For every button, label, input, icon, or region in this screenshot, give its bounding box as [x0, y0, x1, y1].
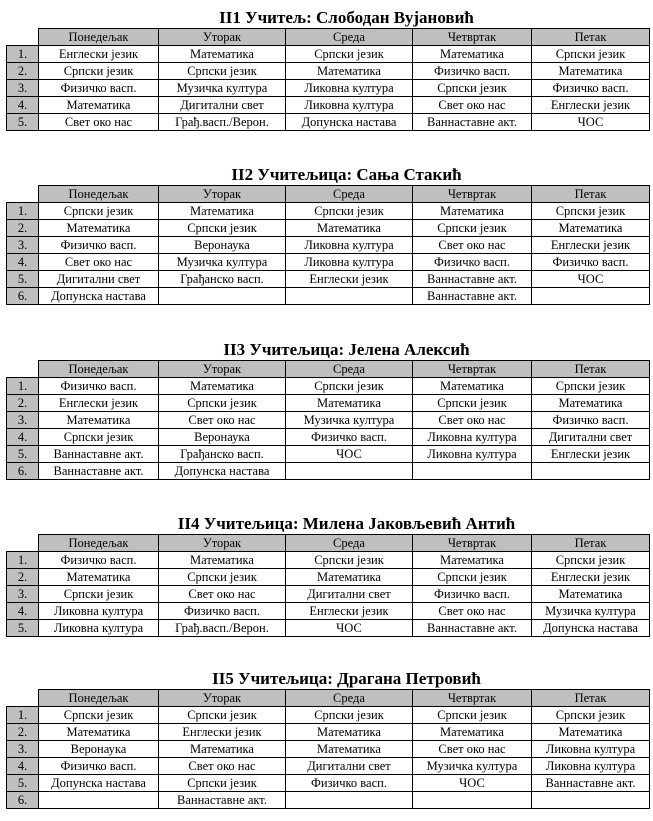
subject-cell: Дигитални свет	[159, 97, 286, 114]
day-header-row	[7, 186, 650, 203]
subject-cell: Веронаука	[159, 237, 286, 254]
subject-cell: Математика	[39, 220, 159, 237]
day-header: Понедељак	[39, 29, 159, 46]
subject-cell: Ваннаставне акт.	[413, 114, 532, 131]
period-number: 4.	[7, 254, 39, 271]
subject-cell: Свет око нас	[413, 603, 532, 620]
subject-cell: Свет око нас	[413, 237, 532, 254]
subject-cell: Физичко васп.	[39, 758, 159, 775]
subject-cell: Свет око нас	[159, 758, 286, 775]
table-row	[7, 724, 650, 741]
day-header: Понедељак	[39, 361, 159, 378]
table-row	[7, 792, 650, 809]
subject-cell: Српски језик	[413, 220, 532, 237]
subject-cell: Математика	[286, 724, 413, 741]
subject-cell	[286, 792, 413, 809]
subject-cell: Математика	[286, 569, 413, 586]
subject-cell: Физичко васп.	[286, 429, 413, 446]
subject-cell: Свет око нас	[159, 412, 286, 429]
subject-cell: Музичка култура	[286, 412, 413, 429]
period-number: 4.	[7, 429, 39, 446]
subject-cell: Српски језик	[286, 203, 413, 220]
subject-cell: Ваннаставне акт.	[413, 271, 532, 288]
subject-cell: Ликовна култура	[39, 620, 159, 637]
table-row	[7, 429, 650, 446]
day-header: Среда	[286, 690, 413, 707]
subject-cell: Свет око нас	[159, 586, 286, 603]
subject-cell	[286, 288, 413, 305]
period-number: 4.	[7, 758, 39, 775]
subject-cell: Српски језик	[159, 63, 286, 80]
table-row	[7, 46, 650, 63]
subject-cell: Српски језик	[532, 203, 650, 220]
period-number: 3.	[7, 586, 39, 603]
day-header: Петак	[532, 361, 650, 378]
table-row	[7, 552, 650, 569]
subject-cell: Математика	[532, 724, 650, 741]
subject-cell: Математика	[159, 378, 286, 395]
day-header: Четвртак	[413, 29, 532, 46]
subject-cell	[532, 792, 650, 809]
subject-cell: Математика	[413, 203, 532, 220]
period-number: 6.	[7, 288, 39, 305]
table-row	[7, 741, 650, 758]
subject-cell: Српски језик	[532, 707, 650, 724]
subject-cell: Енглески језик	[532, 446, 650, 463]
subject-cell: Музичка култура	[159, 254, 286, 271]
day-header: Уторак	[159, 690, 286, 707]
table-row	[7, 63, 650, 80]
subject-cell: Српски језик	[286, 46, 413, 63]
period-number: 6.	[7, 463, 39, 480]
subject-cell: Математика	[532, 63, 650, 80]
period-number: 1.	[7, 378, 39, 395]
subject-cell: Физичко васп.	[413, 586, 532, 603]
period-number: 4.	[7, 97, 39, 114]
subject-cell: Математика	[39, 569, 159, 586]
class-title: II4 Учитељица: Милена Јаковљевић Антић	[177, 514, 516, 533]
subject-cell: Физичко васп.	[532, 412, 650, 429]
subject-cell: Математика	[39, 724, 159, 741]
subject-cell: Дигитални свет	[532, 429, 650, 446]
subject-cell: Математика	[413, 378, 532, 395]
subject-cell: Српски језик	[532, 552, 650, 569]
table-row	[7, 254, 650, 271]
subject-cell: Дигитални свет	[39, 271, 159, 288]
subject-cell: Математика	[159, 46, 286, 63]
corner-cell	[7, 186, 39, 203]
subject-cell: Српски језик	[286, 707, 413, 724]
subject-cell: Ваннаставне акт.	[39, 446, 159, 463]
subject-cell: Математика	[413, 46, 532, 63]
subject-cell: Ваннаставне акт.	[413, 620, 532, 637]
table-row	[7, 80, 650, 97]
subject-cell: Ликовна култура	[286, 237, 413, 254]
table-row	[7, 114, 650, 131]
subject-cell: Грађанско васп.	[159, 446, 286, 463]
corner-cell	[7, 690, 39, 707]
subject-cell: Ликовна култура	[532, 758, 650, 775]
subject-cell: Дигитални свет	[286, 586, 413, 603]
subject-cell: Математика	[286, 220, 413, 237]
subject-cell: Математика	[286, 741, 413, 758]
subject-cell: Ликовна култура	[39, 603, 159, 620]
corner-cell	[7, 535, 39, 552]
subject-cell: Математика	[286, 63, 413, 80]
subject-cell: Допунска настава	[286, 114, 413, 131]
day-header-row	[7, 361, 650, 378]
subject-cell: Музичка култура	[413, 758, 532, 775]
subject-cell: Свет око нас	[413, 412, 532, 429]
subject-cell: Веронаука	[159, 429, 286, 446]
day-header: Петак	[532, 29, 650, 46]
subject-cell: Грађанско васп.	[159, 271, 286, 288]
class-title: II2 Учитељица: Сања Стакић	[231, 165, 462, 184]
subject-cell: ЧОС	[286, 620, 413, 637]
table-row	[7, 220, 650, 237]
subject-cell: Математика	[532, 395, 650, 412]
table-row	[7, 237, 650, 254]
subject-cell: Ваннаставне акт.	[532, 775, 650, 792]
subject-cell: Српски језик	[39, 203, 159, 220]
day-header: Уторак	[159, 361, 286, 378]
day-header: Понедељак	[39, 186, 159, 203]
period-number: 2.	[7, 220, 39, 237]
day-header-row	[7, 690, 650, 707]
subject-cell: Ликовна култура	[532, 741, 650, 758]
day-header: Понедељак	[39, 535, 159, 552]
subject-cell: ЧОС	[532, 271, 650, 288]
timetable	[6, 185, 650, 305]
subject-cell: Српски језик	[39, 63, 159, 80]
table-row	[7, 775, 650, 792]
subject-cell: Допунска настава	[532, 620, 650, 637]
table-row	[7, 446, 650, 463]
subject-cell	[532, 288, 650, 305]
subject-cell: Ваннаставне акт.	[159, 792, 286, 809]
table-row	[7, 395, 650, 412]
period-number: 2.	[7, 569, 39, 586]
table-row	[7, 707, 650, 724]
period-number: 5.	[7, 271, 39, 288]
subject-cell: Енглески језик	[39, 46, 159, 63]
day-header: Уторак	[159, 29, 286, 46]
subject-cell: ЧОС	[286, 446, 413, 463]
subject-cell: Српски језик	[413, 569, 532, 586]
subject-cell: Физичко васп.	[39, 378, 159, 395]
subject-cell: Српски језик	[159, 775, 286, 792]
day-header: Уторак	[159, 535, 286, 552]
subject-cell: Математика	[413, 552, 532, 569]
period-number: 5.	[7, 620, 39, 637]
subject-cell: Веронаука	[39, 741, 159, 758]
subject-cell: Физичко васп.	[39, 552, 159, 569]
subject-cell: Математика	[286, 395, 413, 412]
subject-cell: Српски језик	[413, 80, 532, 97]
subject-cell: Дигитални свет	[286, 758, 413, 775]
subject-cell: Енглески језик	[39, 395, 159, 412]
subject-cell: Допунска настава	[159, 463, 286, 480]
subject-cell: Музичка култура	[159, 80, 286, 97]
subject-cell: Ликовна култура	[286, 254, 413, 271]
period-number: 2.	[7, 395, 39, 412]
class-schedule-section	[0, 165, 653, 305]
period-number: 2.	[7, 63, 39, 80]
subject-cell: Математика	[39, 97, 159, 114]
table-row	[7, 288, 650, 305]
subject-cell: Свет око нас	[413, 97, 532, 114]
period-number: 1.	[7, 46, 39, 63]
subject-cell: Српски језик	[159, 220, 286, 237]
class-schedule-section	[0, 340, 653, 480]
subject-cell: Ваннаставне акт.	[413, 288, 532, 305]
subject-cell: Математика	[159, 203, 286, 220]
subject-cell: Енглески језик	[532, 97, 650, 114]
class-title: II5 Учитељица: Драгана Петровић	[212, 669, 481, 688]
period-number: 1.	[7, 707, 39, 724]
class-schedule-section	[0, 669, 653, 809]
timetable	[6, 534, 650, 637]
subject-cell: Енглески језик	[532, 237, 650, 254]
subject-cell: Математика	[532, 586, 650, 603]
class-schedule-section	[0, 514, 653, 637]
day-header: Четвртак	[413, 186, 532, 203]
subject-cell: Физичко васп.	[159, 603, 286, 620]
period-number: 3.	[7, 80, 39, 97]
day-header: Четвртак	[413, 361, 532, 378]
subject-cell	[413, 792, 532, 809]
table-row	[7, 569, 650, 586]
subject-cell: Математика	[532, 220, 650, 237]
subject-cell: Физичко васп.	[532, 80, 650, 97]
corner-cell	[7, 361, 39, 378]
subject-cell: Физичко васп.	[413, 254, 532, 271]
subject-cell: Физичко васп.	[413, 63, 532, 80]
period-number: 5.	[7, 114, 39, 131]
day-header: Среда	[286, 29, 413, 46]
subject-cell: Српски језик	[159, 569, 286, 586]
subject-cell: Математика	[39, 412, 159, 429]
table-row	[7, 97, 650, 114]
subject-cell: Српски језик	[532, 378, 650, 395]
subject-cell: Грађ.васп./Верон.	[159, 114, 286, 131]
corner-cell	[7, 29, 39, 46]
subject-cell: ЧОС	[413, 775, 532, 792]
subject-cell: Допунска настава	[39, 775, 159, 792]
table-row	[7, 758, 650, 775]
subject-cell: Српски језик	[413, 707, 532, 724]
day-header: Понедељак	[39, 690, 159, 707]
day-header-row	[7, 535, 650, 552]
subject-cell: Математика	[159, 741, 286, 758]
subject-cell: Допунска настава	[39, 288, 159, 305]
subject-cell: Математика	[159, 552, 286, 569]
subject-cell: Музичка култура	[532, 603, 650, 620]
subject-cell	[39, 792, 159, 809]
day-header: Четвртак	[413, 535, 532, 552]
period-number: 3.	[7, 741, 39, 758]
period-number: 5.	[7, 775, 39, 792]
table-row	[7, 603, 650, 620]
class-title: II1 Учитељ: Слободан Вујановић	[219, 8, 474, 27]
period-number: 1.	[7, 552, 39, 569]
subject-cell	[532, 463, 650, 480]
subject-cell: Српски језик	[532, 46, 650, 63]
day-header: Петак	[532, 690, 650, 707]
subject-cell: Српски језик	[286, 552, 413, 569]
subject-cell: Ликовна култура	[413, 429, 532, 446]
day-header: Четвртак	[413, 690, 532, 707]
day-header: Среда	[286, 186, 413, 203]
timetable	[6, 28, 650, 131]
subject-cell: Ликовна култура	[286, 80, 413, 97]
day-header: Уторак	[159, 186, 286, 203]
day-header: Среда	[286, 361, 413, 378]
subject-cell: Српски језик	[159, 707, 286, 724]
period-number: 2.	[7, 724, 39, 741]
subject-cell: ЧОС	[532, 114, 650, 131]
subject-cell	[286, 463, 413, 480]
subject-cell: Свет око нас	[39, 254, 159, 271]
timetable	[6, 689, 650, 809]
table-row	[7, 412, 650, 429]
period-number: 5.	[7, 446, 39, 463]
table-row	[7, 463, 650, 480]
subject-cell: Српски језик	[39, 707, 159, 724]
period-number: 1.	[7, 203, 39, 220]
subject-cell: Свет око нас	[39, 114, 159, 131]
period-number: 3.	[7, 237, 39, 254]
timetable	[6, 360, 650, 480]
subject-cell: Математика	[413, 724, 532, 741]
subject-cell: Ваннаставне акт.	[39, 463, 159, 480]
period-number: 3.	[7, 412, 39, 429]
subject-cell: Ликовна култура	[286, 97, 413, 114]
day-header: Петак	[532, 186, 650, 203]
period-number: 4.	[7, 603, 39, 620]
subject-cell: Српски језик	[286, 378, 413, 395]
subject-cell: Физичко васп.	[286, 775, 413, 792]
table-row	[7, 203, 650, 220]
table-row	[7, 586, 650, 603]
day-header-row	[7, 29, 650, 46]
period-number: 6.	[7, 792, 39, 809]
subject-cell: Енглески језик	[532, 569, 650, 586]
subject-cell: Физичко васп.	[39, 237, 159, 254]
subject-cell: Српски језик	[39, 429, 159, 446]
subject-cell: Грађ.васп./Верон.	[159, 620, 286, 637]
subject-cell: Свет око нас	[413, 741, 532, 758]
subject-cell	[413, 463, 532, 480]
subject-cell	[159, 288, 286, 305]
subject-cell: Српски језик	[159, 395, 286, 412]
table-row	[7, 378, 650, 395]
table-row	[7, 620, 650, 637]
subject-cell: Енглески језик	[286, 271, 413, 288]
table-row	[7, 271, 650, 288]
subject-cell: Српски језик	[413, 395, 532, 412]
subject-cell: Физичко васп.	[532, 254, 650, 271]
day-header: Петак	[532, 535, 650, 552]
subject-cell: Српски језик	[39, 586, 159, 603]
subject-cell: Ликовна култура	[413, 446, 532, 463]
subject-cell: Физичко васп.	[39, 80, 159, 97]
class-schedule-section	[0, 8, 653, 131]
subject-cell: Енглески језик	[286, 603, 413, 620]
class-title: II3 Учитељица: Јелена Алексић	[223, 340, 470, 359]
subject-cell: Енглески језик	[159, 724, 286, 741]
day-header: Среда	[286, 535, 413, 552]
